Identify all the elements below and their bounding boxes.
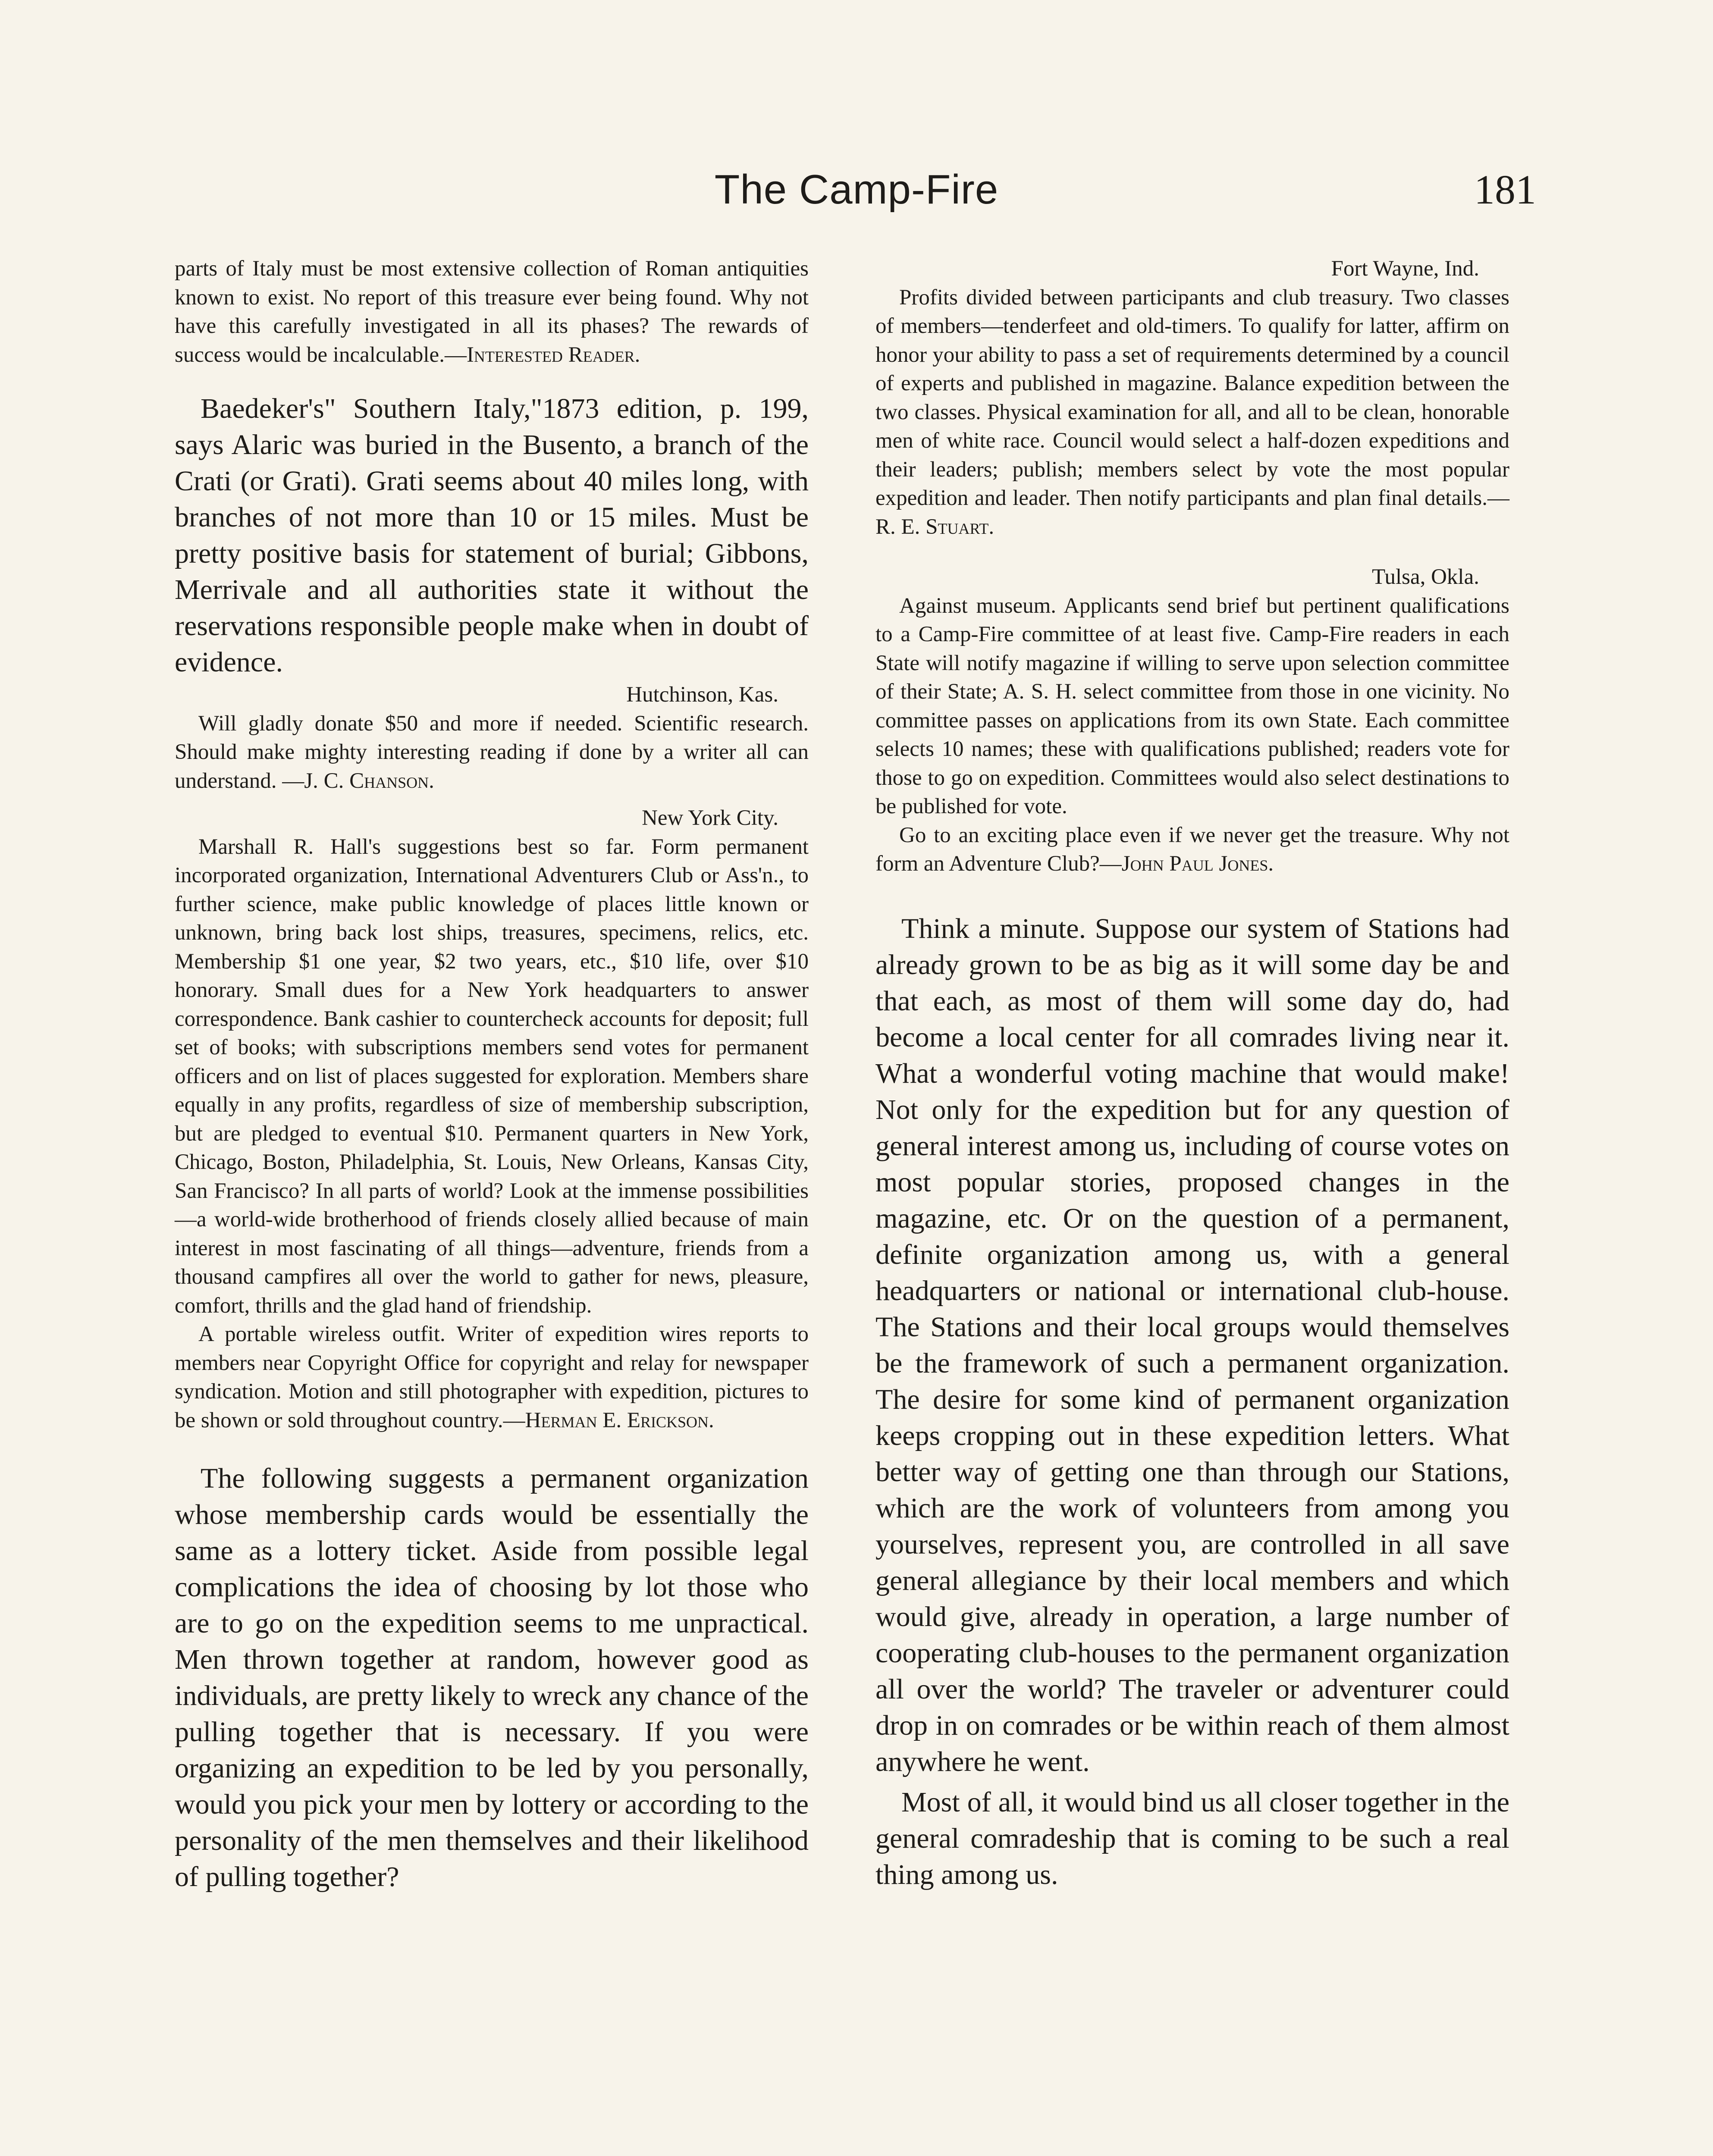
- letter-signature: R. E. Stuart.: [875, 514, 995, 539]
- letter-body: parts of Italy must be most extensive collection of Roman antiquities known to exist. No report of this treasure ever being found. Why not have this carefully investigated in all its phases? The rewards of success would be incalculable.—: [175, 257, 809, 367]
- page-header: [0, 164, 1713, 224]
- letter-body: Will gladly donate $50 and more if needed. Scientific research. Should make mighty interesting reading if done by a writer all can understand. —: [175, 711, 809, 793]
- running-title: The Camp-Fire: [714, 166, 999, 213]
- letter-text: [175, 254, 809, 369]
- letter-text: [875, 821, 1509, 878]
- letter-chanson: [175, 709, 809, 796]
- letter-erickson: [175, 833, 809, 1435]
- editorial-comradeship: Most of all, it would bind us all closer together in the general comradeship that is coming to be such a real thing among us.: [875, 1786, 1509, 1890]
- letter-signature: J. C. Chanson.: [304, 768, 434, 793]
- letter-body: A portable wireless outfit. Writer of expedition wires reports to members near Copyright Office for copyright and relay for newspaper syndication. Motion and still photographer with expedition, pictures to be shown or sold throughout country.—: [175, 1322, 809, 1432]
- editorial-stations: Think a minute. Suppose our system of Stations had already grown to be as big as it will some day be and that each, as most of them will some day do, had become a local center for all comrades living near it. What a wonderful voting machine that would make! Not only for the expedition but for any question of general interest among us, including of course votes on most popular stories, proposed changes in the magazine, etc. Or on the question of a permanent, definite organization among us, with a general headquarters or national or international club-house. The Stations and their local groups would themselves be the framework of such a permanent organization. The desire for some kind of permanent organization keeps cropping out in these expedition letters. What better way of getting one than through our Stations, which are the work of volunteers from among you yourselves, represent you, are controlled in all save general allegiance by their local members and which would give, already in operation, a large number of cooperating club-houses to the permanent organization all over the world? The traveler or adventurer could drop in on comrades or be within reach of them almost anywhere he went.: [875, 912, 1509, 1777]
- letter-text: [175, 709, 809, 796]
- letter-jones: [875, 592, 1509, 878]
- dateline-tulsa: Tulsa, Okla.: [1372, 565, 1479, 589]
- left-column: [175, 254, 809, 1895]
- dateline-hutchinson: Hutchinson, Kas.: [626, 683, 778, 707]
- letter-stuart: [875, 283, 1509, 542]
- dateline-fort-wayne: Fort Wayne, Ind.: [1331, 257, 1479, 281]
- letter-body: Profits divided between participants and club treasury. Two classes of members—tenderfeet and old-timers. To qualify for latter, affirm on honor your ability to pass a set of requirements determined by a council of experts and published in magazine. Balance expedition between the two classes. Physical examination for all, and all to be clean, honorable men of white race. Council would select a half-dozen expeditions and their leaders; publish; members select by vote the most popular expedition and leader. Then notify participants and plan final details.—: [875, 285, 1509, 510]
- letter-signature: Herman E. Erickson.: [525, 1408, 714, 1432]
- editorial-baedeker: Baedeker's" Southern Italy,"1873 edition, p. 199, says Alaric was buried in the Busento, a branch of the Crati (or Grati). Grati seems about 40 miles long, with branches of not more than 10 or 15 miles. Must be pretty positive basis for statement of burial; Gibbons, Merrivale and all authorities state it without the reservations responsible people make when in doubt of evidence.: [175, 393, 809, 678]
- letter-text: Marshall R. Hall's suggestions best so far. Form permanent incorporated organization, International Adventurers Club or Ass'n., to further science, make public knowledge of places little known or unknown, bring back lost ships, treasures, specimens, relics, etc. Membership $1 one year, $2 two years, etc., $10 life, over $10 honorary. Small dues for a New York headquarters to answer correspondence. Bank cashier to countercheck accounts for deposit; full set of books; with subscriptions members send votes for permanent officers and on list of places suggested for exploration. Members share equally in any profits, regardless of size of membership subscription, but are pledged to eventual $10. Permanent quarters in New York, Chicago, Boston, Philadelphia, St. Louis, New Orleans, Kansas City, San Francisco? In all parts of world? Look at the immense possibilities—a world-wide brotherhood of friends closely allied because of main interest in most fascinating of all things—adventure, friends from a thousand campfires all over the world to gather for news, pleasure, comfort, thrills and the glad hand of friendship.: [175, 834, 809, 1318]
- letter-signature: John Paul Jones.: [1121, 852, 1274, 876]
- letter-text: [875, 283, 1509, 542]
- right-column: [875, 254, 1509, 1893]
- letter-text: [175, 1320, 809, 1435]
- letter-text: Against museum. Applicants send brief but pertinent qualifications to a Camp-Fire committee of at least five. Camp-Fire readers in each State will notify magazine if willing to serve upon selection committee of their State; A. S. H. select committee from those in one vicinity. No committee passes on applications from its own State. Each committee selects 10 names; these with qualifications published; readers vote for those to go on expedition. Committees would also select destinations to be published for vote.: [875, 593, 1509, 818]
- letter-body: Go to an exciting place even if we never get the treasure. Why not form an Adventure Club?—: [875, 823, 1509, 876]
- dateline-new-york: New York City.: [642, 806, 778, 830]
- letter-interested-reader: [175, 254, 809, 369]
- editorial-lottery: The following suggests a permanent organization whose membership cards would be essentially the same as a lottery ticket. Aside from possible legal complications the idea of choosing by lot those who are to go on the expedition seems to me unpractical. Men thrown together at random, however good as individuals, are pretty likely to wreck any chance of the pulling together that is necessary. If you were organizing an expedition to be led by you personally, would you pick your men by lottery or according to the personality of the men themselves and their likelihood of pulling together?: [175, 1463, 809, 1893]
- page-number: 181: [1474, 166, 1536, 213]
- letter-signature: Interested Reader.: [466, 342, 640, 367]
